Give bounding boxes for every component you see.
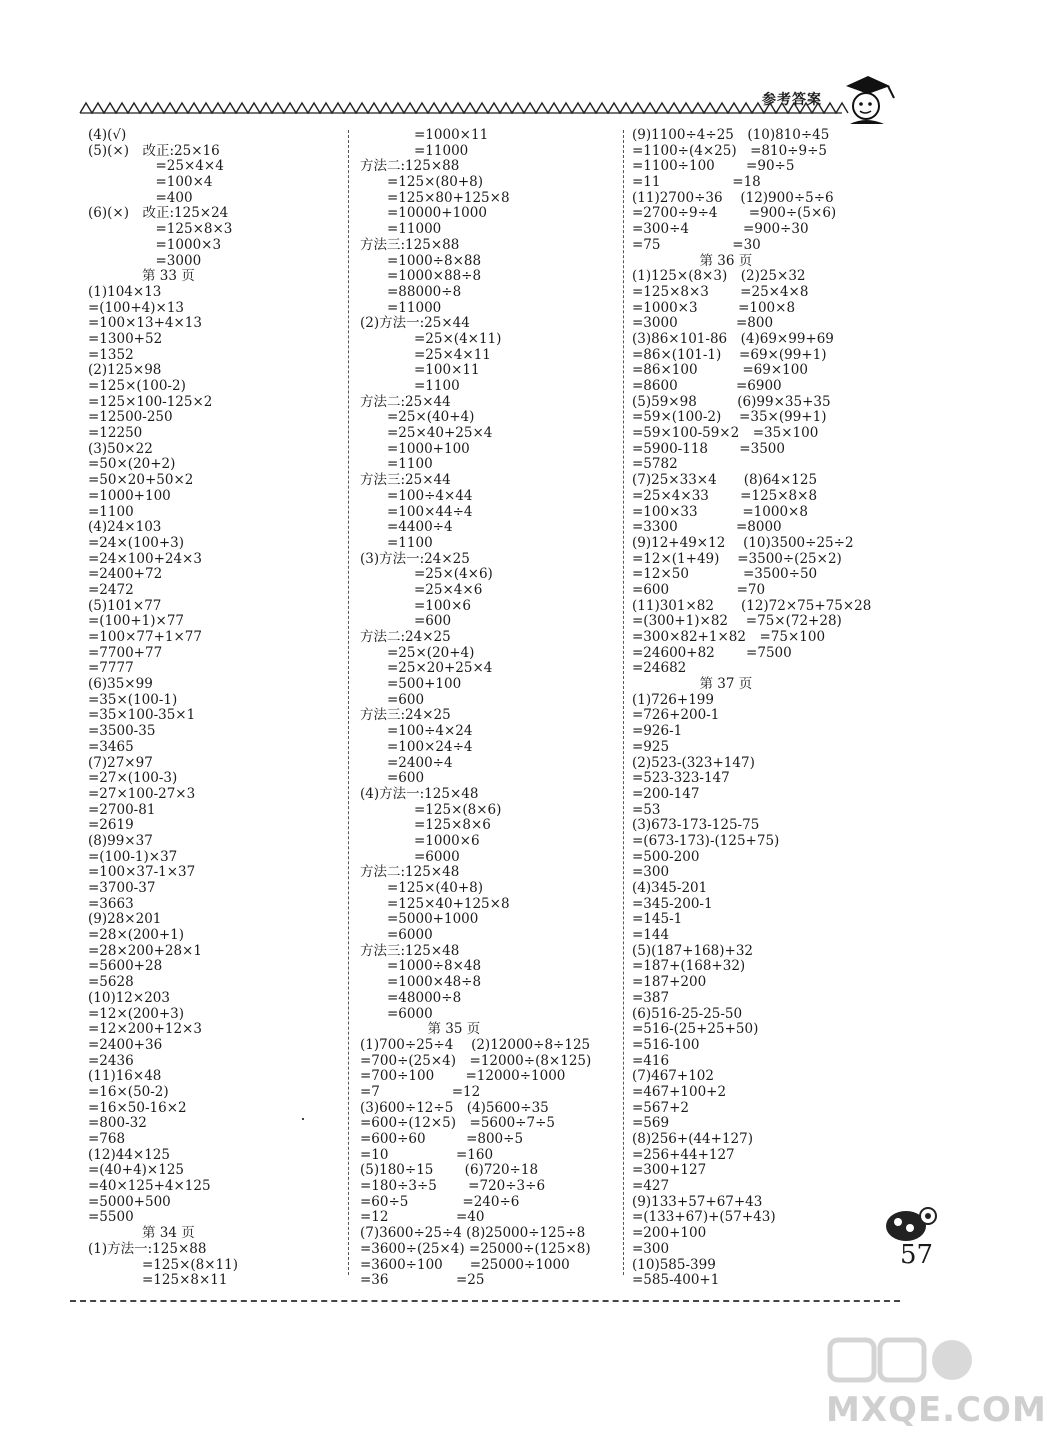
answer-line: (5)(187+168)+32	[632, 942, 753, 959]
answer-line: =2700÷9÷4 =900÷(5×6)	[632, 205, 837, 222]
stray-dot	[302, 1118, 304, 1120]
answer-line: (2)125×98	[88, 362, 162, 379]
answer-line: =125×8×3 =25×4×8	[632, 283, 809, 300]
column-divider	[348, 130, 349, 1275]
answer-line: =7777	[88, 660, 134, 677]
answer-line: =925	[632, 738, 670, 755]
answer-line: =88000÷8	[360, 283, 462, 300]
answer-line: =1000×6	[360, 832, 480, 849]
answer-line: (9)133+57+67+43	[632, 1193, 763, 1210]
answer-line: =516-100	[632, 1036, 700, 1053]
answer-line: =25×(40+4)	[360, 409, 475, 426]
answer-line: =125×8×6	[360, 817, 491, 834]
answer-line: =569	[632, 1115, 670, 1132]
answer-line: =180÷3÷5 =720÷3÷6	[360, 1178, 546, 1195]
answer-line: =53	[632, 801, 661, 818]
answer-line: =(40+4)×125	[88, 1162, 185, 1179]
answer-line: =187+(168+32)	[632, 958, 746, 975]
answer-line: =60÷5 =240÷6	[360, 1193, 520, 1210]
answer-line: (9)1100÷4÷25 (10)810÷45	[632, 127, 830, 143]
answer-line: =25×40+25×4	[360, 425, 493, 442]
answer-line: =2400÷4	[360, 754, 453, 771]
answer-line: =5600+28	[88, 958, 163, 975]
answer-line: =12×200+12×3	[88, 1021, 202, 1038]
answer-line: =7 =12	[360, 1083, 481, 1100]
answer-line: =27×100-27×3	[88, 785, 196, 802]
answer-line: =1352	[88, 346, 134, 363]
answer-line: =2400+72	[88, 566, 163, 583]
answer-line: =100×44÷4	[360, 503, 473, 520]
answer-line: =125×(80+8)	[360, 174, 484, 191]
answer-line: (6)35×99	[88, 676, 153, 693]
answer-line: 方法二:125×88	[360, 158, 460, 175]
answer-line: =4400÷4	[360, 519, 453, 536]
answer-line: =100×24÷4	[360, 738, 473, 755]
answer-line: (2)523-(323+147)	[632, 754, 755, 771]
answer-line: 方法二:25×44	[360, 393, 451, 410]
answer-line: =1100	[360, 456, 433, 473]
answer-line: =24×100+24×3	[88, 550, 202, 567]
answer-line: (1)方法一:125×88	[88, 1240, 207, 1257]
answer-line: (5)180÷15 (6)720÷18	[360, 1162, 539, 1179]
answer-line: =27×(100-3)	[88, 770, 178, 787]
answer-line: =300+127	[632, 1162, 707, 1179]
answer-line: =48000÷8	[360, 989, 462, 1006]
answer-line: =59×(100-2) =35×(99+1)	[632, 409, 827, 426]
answer-line: (4)(√)	[88, 127, 127, 143]
answer-line: =125×8×11	[88, 1272, 228, 1289]
answer-line: =5628	[88, 974, 134, 991]
answer-line: =25×20+25×4	[360, 660, 493, 677]
answer-line: =7700+77	[88, 644, 163, 661]
answer-line: (6)516-25-25-50	[632, 1005, 743, 1022]
answer-line: =5000+500	[88, 1193, 171, 1210]
answer-line: =75 =30	[632, 236, 761, 253]
answer-line: (3)50×22	[88, 440, 153, 457]
answer-line: (3)方法一:24×25	[360, 550, 470, 567]
answer-line: =1000×88÷8	[360, 268, 482, 285]
answer-line: =28×200+28×1	[88, 942, 202, 959]
answer-line: =400	[88, 189, 193, 206]
answer-column-2	[360, 128, 622, 1289]
answer-line: =768	[88, 1131, 126, 1147]
answer-line: =25×4×6	[360, 581, 483, 598]
answer-line: =25×4×11	[360, 346, 491, 363]
answer-line: =300	[632, 1240, 670, 1257]
answer-line: =200-147	[632, 785, 700, 802]
answer-line: 第 34 页	[88, 1225, 195, 1242]
answer-line: =11000	[360, 221, 442, 238]
answer-line: =387	[632, 989, 670, 1006]
answer-line: =25×(4×6)	[360, 566, 493, 583]
answer-line: =12×(1+49) =3500÷(25×2)	[632, 550, 842, 567]
answer-line: =427	[632, 1178, 670, 1195]
answer-line: =800-32	[88, 1115, 147, 1132]
answer-line: (5)59×98 (6)99×35+35	[632, 393, 831, 410]
answer-column-1	[88, 128, 338, 1289]
answer-line: =100×77+1×77	[88, 629, 202, 645]
answer-line: (4)24×103	[88, 519, 162, 536]
answer-line: =10000+1000	[360, 205, 487, 222]
answer-line: =3300 =8000	[632, 519, 782, 536]
column-divider	[623, 130, 624, 1275]
answer-line: =24682	[632, 660, 687, 677]
answer-line: =1100	[88, 503, 134, 520]
answer-line: =12250	[88, 425, 143, 442]
answer-line: =24×(100+3)	[88, 534, 185, 551]
header-zigzag-border	[80, 100, 842, 116]
answer-line: (8)256+(44+127)	[632, 1131, 753, 1147]
answer-line: =(100-1)×37	[88, 848, 178, 865]
answer-line: 第 33 页	[88, 268, 195, 285]
answer-line: (11)301×82 (12)72×75+75×28	[632, 597, 872, 614]
answer-line: (12)44×125	[88, 1146, 170, 1163]
answer-line: =1000+100	[88, 487, 171, 504]
answer-line: =2472	[88, 581, 134, 598]
answer-line: =86×(101-1) =69×(99+1)	[632, 346, 827, 363]
answer-line: (4)345-201	[632, 880, 708, 896]
answer-line: =11 =18	[632, 174, 761, 191]
answer-line: 第 36 页	[632, 252, 753, 269]
answer-line: =10 =160	[360, 1146, 494, 1163]
answer-line: =5782	[632, 456, 678, 473]
answer-line: =1000×48÷8	[360, 974, 482, 991]
answer-line: (3)673-173-125-75	[632, 817, 760, 834]
answer-line: =3700-37	[88, 880, 156, 896]
answer-line: =1000×3	[88, 236, 222, 253]
answer-line: =6000	[360, 1005, 433, 1022]
answer-line: (5)101×77	[88, 597, 162, 614]
answer-line: =1000×3 =100×8	[632, 299, 796, 316]
answer-line: =523-323-147	[632, 770, 730, 787]
answer-line: =5500	[88, 1209, 134, 1226]
answer-line: 方法二:125×48	[360, 864, 460, 881]
answer-line: =600÷60 =800÷5	[360, 1131, 524, 1147]
answer-line: =600÷(12×5) =5600÷7÷5	[360, 1115, 555, 1132]
answer-line: =256+44+127	[632, 1146, 735, 1163]
answer-line: =2400+36	[88, 1036, 163, 1053]
answer-line: =926-1	[632, 723, 683, 740]
answer-line: =125×8×3	[88, 221, 233, 238]
answer-line: 第 35 页	[360, 1021, 481, 1038]
answer-line: =28×(200+1)	[88, 927, 185, 944]
answer-line: =300	[632, 864, 670, 881]
answer-line: (7)27×97	[88, 754, 153, 771]
answer-line: =1100÷(4×25) =810÷9÷5	[632, 142, 827, 159]
answer-line: =125×(8×11)	[88, 1256, 239, 1273]
answer-line: (1)700÷25÷4 (2)12000÷8÷125	[360, 1036, 591, 1053]
answer-line: =86×100 =69×100	[632, 362, 808, 379]
answer-line: =24600+82 =7500	[632, 644, 792, 661]
footer-dashed-line	[70, 1300, 900, 1302]
answer-line: =1100	[360, 534, 433, 551]
answer-line: (11)16×48	[88, 1068, 162, 1085]
answer-line: =25×(20+4)	[360, 644, 475, 661]
answer-line: 方法三:125×48	[360, 942, 460, 959]
answer-line: =500+100	[360, 676, 462, 693]
answer-line: =50×(20+2)	[88, 456, 176, 473]
answer-line: =100÷4×44	[360, 487, 473, 504]
answer-line: =1300+52	[88, 330, 163, 347]
answer-line: =35×100-35×1	[88, 707, 196, 724]
answer-line: =1000÷8×48	[360, 958, 482, 975]
answer-line: =(100+4)×13	[88, 299, 185, 316]
answer-line: =100×4	[88, 174, 213, 191]
answer-line: (1)104×13	[88, 283, 162, 300]
answer-line: =59×100-59×2 =35×100	[632, 425, 819, 442]
answer-line: =300×82+1×82 =75×100	[632, 629, 826, 645]
answer-line: =585-400+1	[632, 1272, 720, 1289]
watermark-logo-icon	[828, 1336, 978, 1386]
answer-line: =2436	[88, 1052, 134, 1069]
answer-line: =600	[360, 613, 452, 630]
answer-line: =700÷100 =12000÷1000	[360, 1068, 566, 1085]
answer-line: =(100+1)×77	[88, 613, 185, 630]
answer-line: =25×(4×11)	[360, 330, 502, 347]
answer-line: (7)25×33×4 (8)64×125	[632, 472, 818, 489]
answer-line: =25×4×33 =125×8×8	[632, 487, 818, 504]
answer-line: =726+200-1	[632, 707, 720, 724]
answer-line: =100÷4×24	[360, 723, 473, 740]
answer-line: (3)600÷12÷5 (4)5600÷35	[360, 1099, 549, 1116]
answer-line: 方法三:24×25	[360, 707, 451, 724]
answer-line: (10)12×203	[88, 989, 170, 1006]
answer-line: =300÷4 =900÷30	[632, 221, 809, 238]
answer-line: =600 =70	[632, 581, 766, 598]
answer-line: =2619	[88, 817, 134, 834]
answer-line: =145-1	[632, 911, 683, 928]
answer-line: =125×(40+8)	[360, 880, 484, 896]
answer-line: =3000	[88, 252, 202, 269]
answer-line: =125×80+125×8	[360, 189, 510, 206]
answer-line: =(133+67)+(57+43)	[632, 1209, 776, 1226]
header-title: 参考答案	[762, 92, 822, 108]
answer-line: (4)方法一:125×48	[360, 785, 479, 802]
answer-line: (11)2700÷36 (12)900÷5÷6	[632, 189, 834, 206]
answer-line: =50×20+50×2	[88, 472, 194, 489]
answer-line: =3465	[88, 738, 134, 755]
answer-line: =1000×11	[360, 127, 489, 143]
answer-line: =1000+100	[360, 440, 470, 457]
answer-line: =125×100-125×2	[88, 393, 213, 410]
answer-line: =(673-173)-(125+75)	[632, 832, 780, 849]
answer-line: (8)99×37	[88, 832, 153, 849]
answer-line: =100×13+4×13	[88, 315, 202, 332]
answer-line: =1100	[360, 378, 460, 394]
answer-line: (5)(×) 改正:25×16	[88, 142, 220, 159]
answer-line: =345-200-1	[632, 895, 713, 912]
answer-line: (6)(×) 改正:125×24	[88, 205, 229, 222]
answer-line: =3500-35	[88, 723, 156, 740]
answer-line: =6000	[360, 848, 460, 865]
answer-line: =(300+1)×82 =75×(72+28)	[632, 613, 842, 630]
scholar-mascot-icon	[838, 72, 898, 128]
answer-line: =200+100	[632, 1225, 707, 1242]
answer-line: =11000	[360, 299, 442, 316]
answer-line: =125×40+125×8	[360, 895, 510, 912]
answer-line: =1000÷8×88	[360, 252, 482, 269]
answer-line: =125×(100-2)	[88, 378, 186, 394]
answer-line: (2)方法一:25×44	[360, 315, 470, 332]
answer-line: =100×6	[360, 597, 471, 614]
answer-line: =1100÷100 =90÷5	[632, 158, 795, 175]
answer-line: =600	[360, 691, 425, 708]
answer-line: =100×33 =1000×8	[632, 503, 808, 520]
answer-line: =5900-118 =3500	[632, 440, 785, 457]
answer-line: =25×4×4	[88, 158, 224, 175]
answer-line: (3)86×101-86 (4)69×99+69	[632, 330, 834, 347]
answer-line: =3663	[88, 895, 134, 912]
answer-line: =700÷(25×4) =12000÷(8×125)	[360, 1052, 592, 1069]
answer-line: 方法三:125×88	[360, 236, 460, 253]
answer-line: =187+200	[632, 974, 707, 991]
answer-line: (1)125×(8×3) (2)25×32	[632, 268, 806, 285]
answer-line: =125×(8×6)	[360, 801, 502, 818]
answer-line: =16×50-16×2	[88, 1099, 187, 1116]
answer-line: =12×50 =3500÷50	[632, 566, 818, 583]
answer-line: =16×(50-2)	[88, 1083, 169, 1100]
answer-line: (9)28×201	[88, 911, 162, 928]
answer-line: (1)726+199	[632, 691, 714, 708]
answer-column-3	[632, 128, 894, 1289]
answer-line: =5000+1000	[360, 911, 479, 928]
answer-line: =100×11	[360, 362, 480, 379]
page-number: 57	[900, 1240, 934, 1270]
answer-line: =8600 =6900	[632, 378, 782, 394]
answer-line: =516-(25+25+50)	[632, 1021, 759, 1038]
answer-line: =500-200	[632, 848, 700, 865]
answer-line: 方法二:24×25	[360, 629, 451, 645]
answer-line: =40×125+4×125	[88, 1178, 211, 1195]
answer-line: =144	[632, 927, 670, 944]
answer-line: =3600÷100 =25000÷1000	[360, 1256, 570, 1273]
watermark-text: MXQE.COM	[826, 1390, 1047, 1430]
answer-line: =567+2	[632, 1099, 689, 1116]
answer-line: =12×(200+3)	[88, 1005, 185, 1022]
answer-line: =36 =25	[360, 1272, 485, 1289]
answer-line: =416	[632, 1052, 670, 1069]
answer-line: 第 37 页	[632, 676, 753, 693]
answer-line: =3000 =800	[632, 315, 774, 332]
answer-line: =3600÷(25×4) =25000÷(125×8)	[360, 1240, 591, 1257]
answer-line: (7)467+102	[632, 1068, 714, 1085]
answer-line: =100×37-1×37	[88, 864, 196, 881]
answer-line: =6000	[360, 927, 433, 944]
answer-line: =2700-81	[88, 801, 156, 818]
answer-line: =35×(100-1)	[88, 691, 178, 708]
answer-line: (10)585-399	[632, 1256, 716, 1273]
answer-line: (7)3600÷25÷4 (8)25000÷125÷8	[360, 1225, 586, 1242]
answer-line: =12 =40	[360, 1209, 485, 1226]
answer-line: =11000	[360, 142, 469, 159]
answer-line: 方法三:25×44	[360, 472, 451, 489]
answer-line: =12500-250	[88, 409, 173, 426]
answer-line: =467+100+2	[632, 1083, 727, 1100]
answer-line: =600	[360, 770, 425, 787]
answer-line: (9)12+49×12 (10)3500÷25÷2	[632, 534, 854, 551]
